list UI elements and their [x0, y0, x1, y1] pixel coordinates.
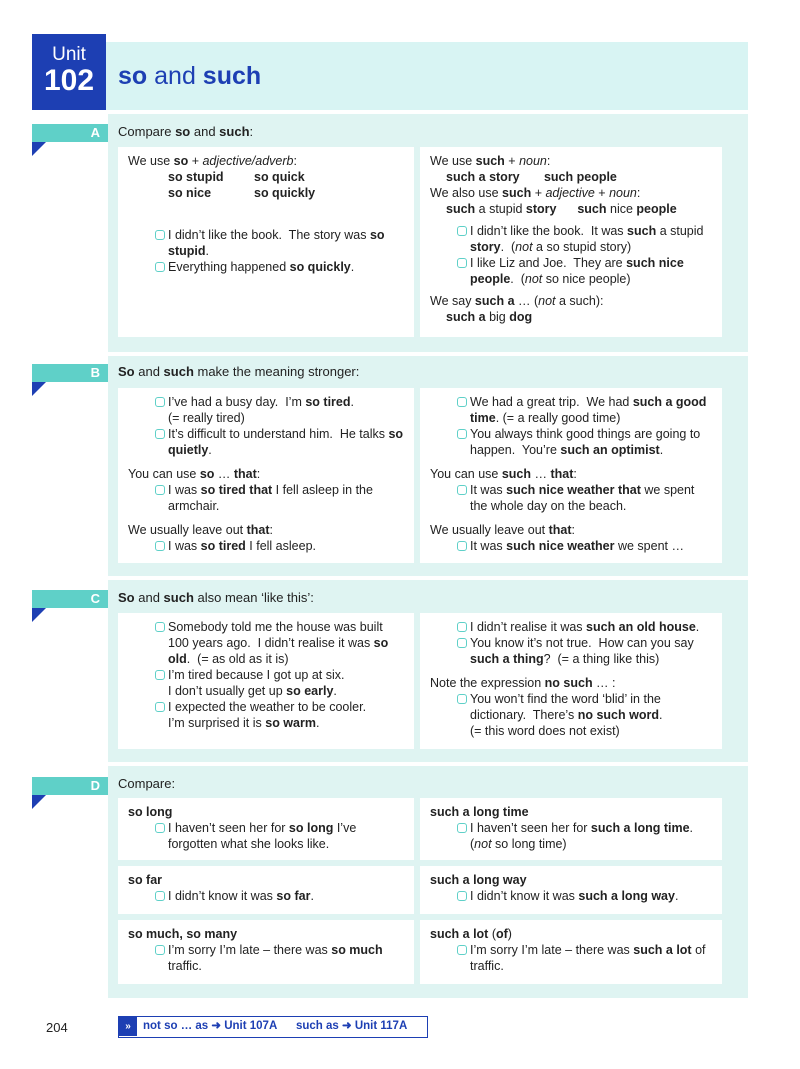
section-b-right-box: We had a great trip. We had such a good time. (= a really good time) You always think good things are going to happen. You’re such an optimist. You can use such … that: It was such nice weather that we spent the whole day on the beach. We usually leave out that: It was such nice weather we spent … — [420, 388, 722, 563]
example-bullet-icon — [457, 485, 467, 495]
example-bullet-icon — [155, 485, 165, 495]
unit-number: 102 — [43, 64, 95, 97]
section-c-left-box: Somebody told me the house was built 100 years ago. I didn’t realise it was so old. (= as old as it is) I’m tired because I got up at six. I don’t usually get up so early. I expected the weather to be cooler. I’m surprised it is so warm. — [118, 613, 414, 749]
example-bullet-icon — [155, 823, 165, 833]
section-d-box-so-far: so far I didn’t know it was so far. — [118, 866, 414, 914]
section-a-tab: A — [32, 124, 108, 142]
unit-label: Unit — [52, 44, 86, 65]
section-b-marker — [32, 382, 46, 396]
section-a-marker — [32, 142, 46, 156]
example-bullet-icon — [457, 823, 467, 833]
section-d-box-such-a-lot: such a lot (of) I’m sorry I’m late – there was such a lot of traffic. — [420, 920, 722, 984]
section-b-left-box: I’ve had a busy day. I’m so tired. (= really tired) It’s difficult to understand him. He talks so quietly. You can use so … that: I was so tired that I fell asleep in the armchair. We usually leave out that: I was so tired I fell asleep. — [118, 388, 414, 563]
example-bullet-icon — [155, 262, 165, 272]
example-bullet-icon — [457, 226, 467, 236]
example-bullet-icon — [155, 230, 165, 240]
example-bullet-icon — [457, 945, 467, 955]
section-d-box-such-a-long-time: such a long time I haven’t seen her for such a long time. (not so long time) — [420, 798, 722, 860]
cross-reference-box[interactable] — [118, 1016, 428, 1038]
page-number: 204 — [46, 1020, 68, 1035]
section-a-left-box: We use so + adjective/adverb: so stupid so quick so nice so quickly I didn’t like the book. The story was so stupid. Everything happened so quickly. — [118, 147, 414, 337]
section-b-tab: B — [32, 364, 108, 382]
example-bullet-icon — [457, 258, 467, 268]
double-chevron-icon: » — [119, 1017, 137, 1036]
section-d-marker — [32, 795, 46, 809]
section-b-intro: So and such make the meaning stronger: — [118, 364, 360, 379]
example-bullet-icon — [155, 891, 165, 901]
section-a-right-box: We use such + noun: such a story such people We also use such + adjective + noun: such a stupid story such nice people I didn’t like the book. It was such a stupid story. (not a so stupid story) I like Liz and Joe. They are such nice people. (not so nice people) We say such a … (not a such): such a big dog — [420, 147, 722, 337]
example-bullet-icon — [457, 891, 467, 901]
example-bullet-icon — [457, 638, 467, 648]
section-d-intro: Compare: — [118, 776, 176, 791]
page-title: so and such — [118, 62, 262, 90]
section-d-tab: D — [32, 777, 108, 795]
example-bullet-icon — [155, 541, 165, 551]
example-bullet-icon — [457, 429, 467, 439]
example-bullet-icon — [155, 429, 165, 439]
cross-reference-text[interactable]: not so … as ➜ Unit 107A such as ➜ Unit 117A — [143, 1020, 408, 1032]
section-d-box-so-long: so long I haven’t seen her for so long I’ve forgotten what she looks like. — [118, 798, 414, 860]
example-bullet-icon — [155, 622, 165, 632]
section-c-marker — [32, 608, 46, 622]
example-bullet-icon — [457, 541, 467, 551]
section-c-right-box: I didn’t realise it was such an old house. You know it’s not true. How can you say such a thing? (= a thing like this) Note the expression no such … : You won’t find the word ‘blid’ in the dictionary. There’s no such word. (= this word does not exist) — [420, 613, 722, 749]
example-bullet-icon — [155, 945, 165, 955]
example-bullet-icon — [155, 670, 165, 680]
section-a-intro: Compare so and such: — [118, 124, 254, 139]
example-bullet-icon — [457, 694, 467, 704]
section-c-tab: C — [32, 590, 108, 608]
section-d-box-so-much: so much, so many I’m sorry I’m late – there was so much traffic. — [118, 920, 414, 984]
example-bullet-icon — [457, 622, 467, 632]
example-bullet-icon — [155, 397, 165, 407]
section-c-intro: So and such also mean ‘like this’: — [118, 590, 314, 605]
unit-badge — [32, 34, 106, 110]
section-d-box-such-a-long-way: such a long way I didn’t know it was such a long way. — [420, 866, 722, 914]
example-bullet-icon — [155, 702, 165, 712]
example-bullet-icon — [457, 397, 467, 407]
